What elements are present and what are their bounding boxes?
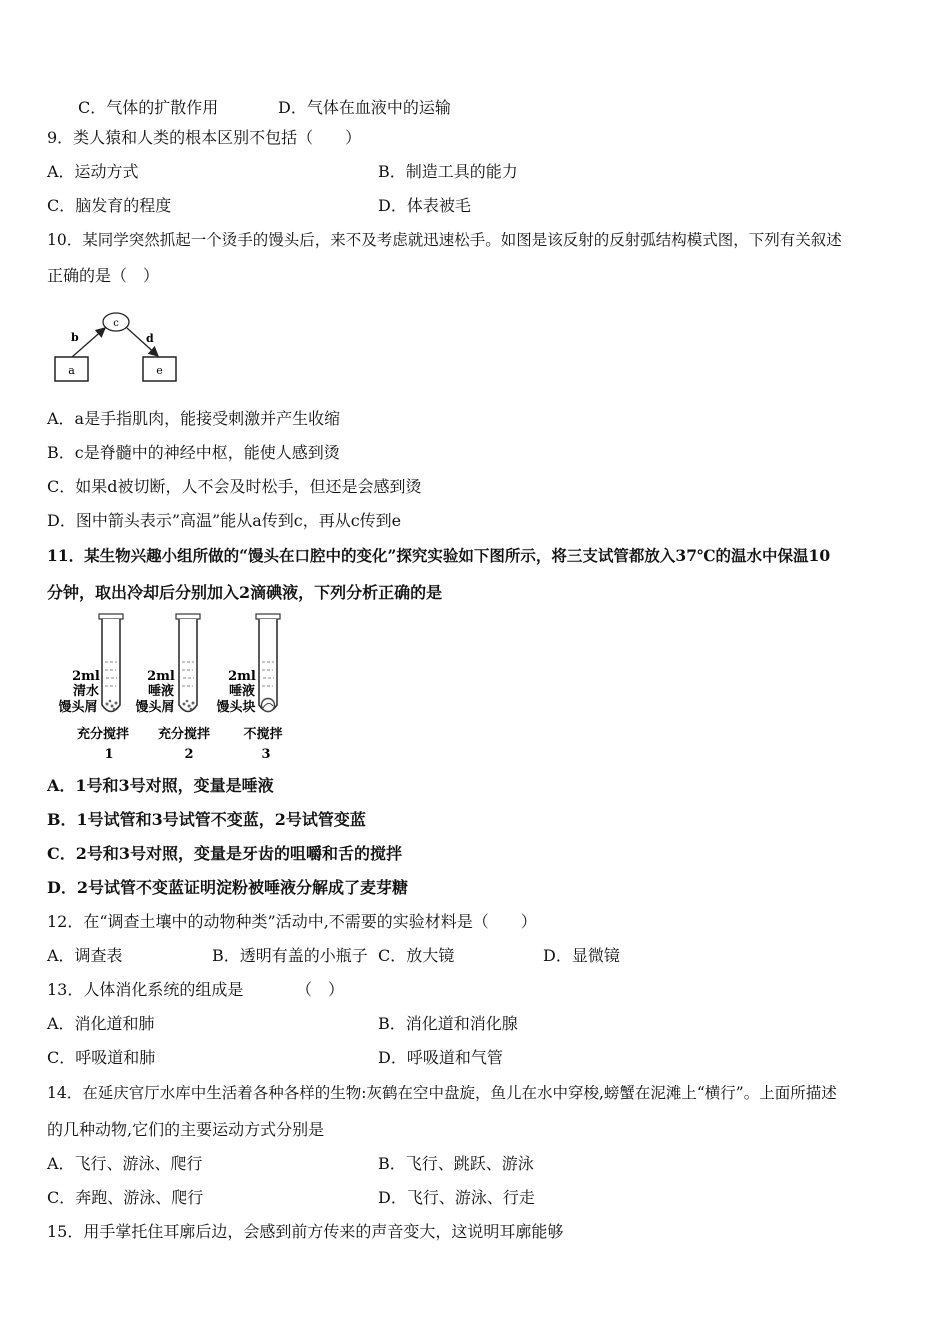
q11-option-d: D．2号试管不变蓝证明淀粉被唾液分解成了麦芽糖 <box>47 878 409 897</box>
q13-option-d: D．呼吸道和气管 <box>378 1048 503 1067</box>
q14-stem-line1: 14．在延庆官厅水库中生活着各种各样的生物:灰鹤在空中盘旋，鱼儿在水中穿梭,螃蟹在泥滩上“横行”。上面所描述 <box>47 1084 837 1102</box>
q10-stem-line1: 10．某同学突然抓起一个烫手的馒头后，来不及考虑就迅速松手。如图是该反射的反射弧结构模式图，下列有关叙述 <box>47 231 842 249</box>
tube2-number: 2 <box>184 747 194 762</box>
tube2-liquid: 唾液 <box>147 684 175 699</box>
test-tube-2 <box>176 614 200 712</box>
tube1-liquid: 清水 <box>72 684 100 699</box>
q12-option-a: A．调查表 <box>47 946 123 965</box>
q10-option-d: D．图中箭头表示”高温”能从a传到c，再从c传到e <box>47 511 402 530</box>
q11-stem-line1: 11．某生物兴趣小组所做的“馒头在口腔中的变化”探究实验如下图所示，将三支试管都放入37℃的温水中保温10 <box>47 546 831 565</box>
tube2-volume: 2ml <box>147 669 175 684</box>
q12-option-d: D．显微镜 <box>543 946 620 965</box>
q12-option-c: C．放大镜 <box>378 946 455 965</box>
q10-option-c: C．如果d被切断，人不会及时松手，但还是会感到烫 <box>47 477 422 496</box>
q13-option-a: A．消化道和肺 <box>47 1014 155 1033</box>
q13-answer-blank: （ ） <box>296 980 345 999</box>
q10-stem-line2: 正确的是（ ） <box>47 266 160 285</box>
q11-stem-line2: 分钟，取出冷却后分别加入2滴碘液，下列分析正确的是 <box>47 583 443 602</box>
test-tube-diagram <box>52 612 292 764</box>
arrow-d-label: d <box>146 332 154 345</box>
arrow-b-label: b <box>71 331 79 344</box>
q8-option-c: C．气体的扩散作用 <box>78 98 219 117</box>
tube3-number: 3 <box>261 747 271 762</box>
q13-option-b: B．消化道和消化腺 <box>378 1014 518 1033</box>
q14-option-b: B．飞行、跳跃、游泳 <box>378 1154 534 1173</box>
tube3-stir: 不搅拌 <box>243 727 283 742</box>
q14-option-c: C．奔跑、游泳、爬行 <box>47 1188 204 1207</box>
node-c-label: c <box>113 318 119 329</box>
q11-option-b: B．1号试管和3号试管不变蓝，2号试管变蓝 <box>47 810 366 829</box>
q8-option-d: D．气体在血液中的运输 <box>278 98 451 117</box>
q13-stem: 13．人体消化系统的组成是 <box>47 980 244 999</box>
q9-option-c: C．脑发育的程度 <box>47 196 172 215</box>
q11-option-c: C．2号和3号对照，变量是牙齿的咀嚼和舌的搅拌 <box>47 844 403 863</box>
tube3-volume: 2ml <box>228 669 256 684</box>
tube3-solid: 馒头块 <box>216 700 256 715</box>
q10-option-a: A．a是手指肌肉，能接受刺激并产生收缩 <box>47 409 341 428</box>
q14-stem-line2: 的几种动物,它们的主要运动方式分别是 <box>47 1120 325 1139</box>
box-e-label: e <box>156 364 163 377</box>
q9-stem: 9．类人猿和人类的根本区别不包括（ ） <box>47 128 362 147</box>
tube1-solid: 馒头屑 <box>58 700 98 715</box>
tube1-volume: 2ml <box>72 669 100 684</box>
tube3-liquid: 唾液 <box>228 684 256 699</box>
q15-stem: 15．用手掌托住耳廓后边，会感到前方传来的声音变大，这说明耳廓能够 <box>47 1222 564 1241</box>
test-tube-1 <box>99 614 123 712</box>
tube1-number: 1 <box>104 747 114 762</box>
q14-option-a: A．飞行、游泳、爬行 <box>47 1154 203 1173</box>
q12-stem: 12．在“调查土壤中的动物种类”活动中,不需要的实验材料是（ ） <box>47 912 537 931</box>
tube2-stir: 充分搅拌 <box>157 727 211 742</box>
box-a-label: a <box>68 364 75 377</box>
reflex-arc-diagram <box>50 308 185 386</box>
test-tube-3 <box>256 614 280 712</box>
q9-option-a: A．运动方式 <box>47 162 139 181</box>
q10-option-b: B．c是脊髓中的神经中枢，能使人感到烫 <box>47 443 340 462</box>
q12-option-b: B．透明有盖的小瓶子 <box>212 946 368 965</box>
q9-option-d: D．体表被毛 <box>378 196 471 215</box>
q11-option-a: A．1号和3号对照，变量是唾液 <box>47 776 274 795</box>
q9-option-b: B．制造工具的能力 <box>378 162 518 181</box>
tube1-stir: 充分搅拌 <box>76 727 130 742</box>
tube2-solid: 馒头屑 <box>135 700 175 715</box>
q14-option-d: D．飞行、游泳、行走 <box>378 1188 535 1207</box>
q13-option-c: C．呼吸道和肺 <box>47 1048 156 1067</box>
